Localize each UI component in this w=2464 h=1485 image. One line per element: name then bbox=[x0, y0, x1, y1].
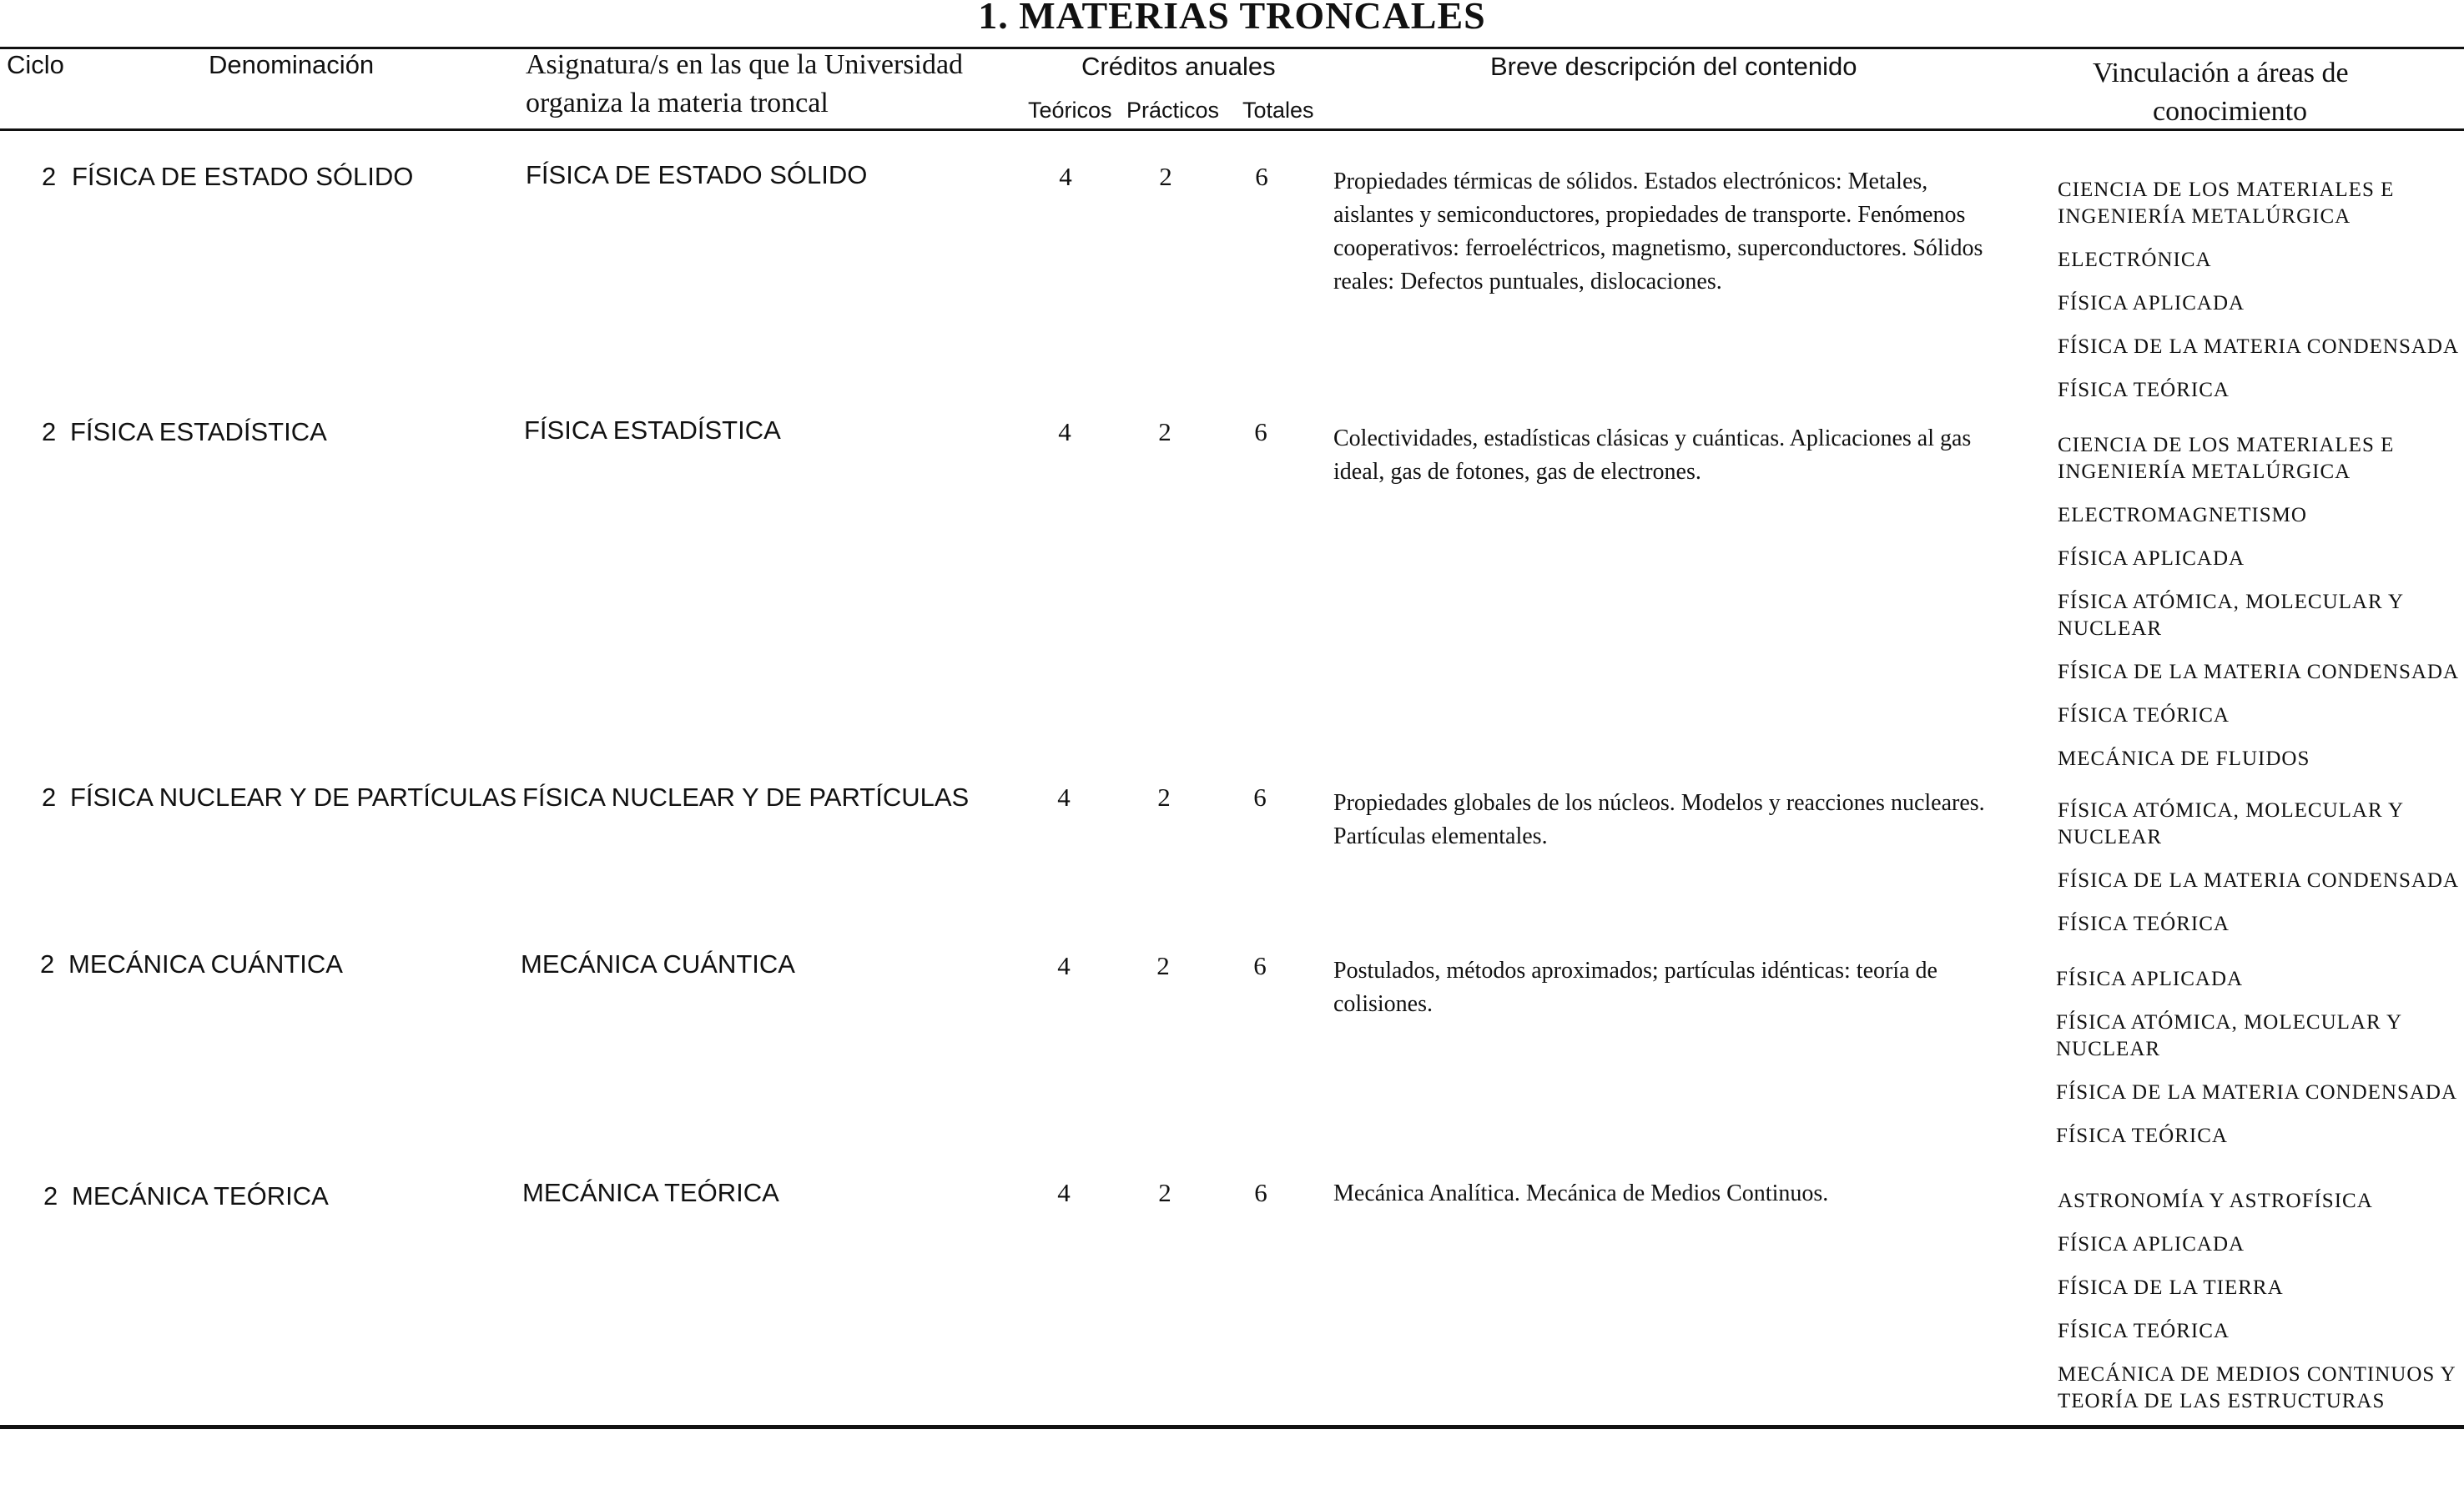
header-ciclo: Ciclo bbox=[7, 50, 64, 79]
header-descripcion: Breve descripción del contenido bbox=[1490, 52, 1857, 81]
row-areas bbox=[2058, 798, 2464, 954]
header-denominacion: Denominación bbox=[209, 50, 375, 79]
row-practicos: 2 bbox=[1156, 951, 1170, 980]
row-totales: 6 bbox=[1254, 1178, 1267, 1207]
row-teoricos: 4 bbox=[1059, 162, 1072, 191]
area-item: FÍSICA APLICADA bbox=[2058, 292, 2245, 315]
row-practicos: 2 bbox=[1157, 783, 1171, 812]
row-asignatura: FÍSICA DE ESTADO SÓLIDO bbox=[526, 160, 868, 189]
area-item: FÍSICA DE LA MATERIA CONDENSADA bbox=[2056, 1081, 2458, 1104]
area-item: FÍSICA APLICADA bbox=[2056, 968, 2244, 990]
area-item: FÍSICA APLICADA bbox=[2058, 1233, 2245, 1256]
header-asignatura-line2: organiza la materia troncal bbox=[526, 88, 829, 118]
row-ciclo: 2 bbox=[42, 783, 57, 812]
row-totales: 6 bbox=[1253, 951, 1267, 980]
row-descripcion: Propiedades globales de los núcleos. Modelos y reacciones nucleares. Partículas elementales. bbox=[1333, 790, 1985, 849]
area-item: CIENCIA DE LOS MATERIALES E INGENIERÍA METALÚRGICA bbox=[2058, 179, 2395, 228]
row-teoricos: 4 bbox=[1057, 951, 1071, 980]
row-denominacion: MECÁNICA CUÁNTICA bbox=[68, 949, 343, 979]
area-item: FÍSICA TEÓRICA bbox=[2058, 1320, 2230, 1342]
row-descripcion: Postulados, métodos aproximados; partículas idénticas: teoría de colisiones. bbox=[1333, 958, 1937, 1017]
row-practicos: 2 bbox=[1158, 417, 1172, 446]
row-asignatura: FÍSICA NUCLEAR Y DE PARTÍCULAS bbox=[522, 783, 970, 812]
row-areas bbox=[2058, 432, 2464, 789]
header-vinculacion-line2: conocimiento bbox=[2153, 96, 2308, 127]
row-totales: 6 bbox=[1254, 417, 1267, 446]
row-ciclo: 2 bbox=[40, 949, 55, 979]
area-item: MECÁNICA DE FLUIDOS bbox=[2058, 748, 2310, 770]
area-item: ELECTRÓNICA bbox=[2058, 249, 2212, 271]
row-teoricos: 4 bbox=[1057, 1178, 1071, 1207]
area-item: FÍSICA DE LA MATERIA CONDENSADA bbox=[2058, 661, 2460, 683]
row-teoricos: 4 bbox=[1057, 783, 1071, 812]
area-item: CIENCIA DE LOS MATERIALES E INGENIERÍA METALÚRGICA bbox=[2058, 434, 2395, 483]
row-asignatura: MECÁNICA TEÓRICA bbox=[522, 1178, 779, 1207]
area-item: FÍSICA ATÓMICA, MOLECULAR Y NUCLEAR bbox=[2058, 799, 2404, 848]
row-areas bbox=[2058, 177, 2464, 420]
header-asignatura-line1: Asignatura/s en las que la Universidad bbox=[526, 49, 964, 80]
area-item: FÍSICA TEÓRICA bbox=[2056, 1125, 2228, 1147]
row-asignatura: MECÁNICA CUÁNTICA bbox=[521, 949, 795, 979]
area-item: FÍSICA APLICADA bbox=[2058, 547, 2245, 570]
row-denominacion: FÍSICA NUCLEAR Y DE PARTÍCULAS bbox=[70, 783, 517, 812]
row-denominacion: FÍSICA ESTADÍSTICA bbox=[70, 417, 327, 446]
area-item: ASTRONOMÍA Y ASTROFÍSICA bbox=[2058, 1190, 2373, 1212]
row-areas bbox=[2056, 966, 2464, 1166]
row-descripcion: Mecánica Analítica. Mecánica de Medios Continuos. bbox=[1333, 1180, 1829, 1206]
area-item: FÍSICA TEÓRICA bbox=[2058, 379, 2230, 401]
row-asignatura: FÍSICA ESTADÍSTICA bbox=[524, 415, 781, 445]
row-ciclo: 2 bbox=[43, 1181, 58, 1211]
header-vinculacion-line1: Vinculación a áreas de bbox=[2093, 58, 2349, 88]
page-title: 1. MATERIAS TRONCALES bbox=[978, 0, 1486, 37]
header-totales: Totales bbox=[1242, 98, 1314, 123]
row-totales: 6 bbox=[1253, 783, 1267, 812]
row-denominacion: FÍSICA DE ESTADO SÓLIDO bbox=[72, 162, 414, 191]
row-practicos: 2 bbox=[1158, 1178, 1172, 1207]
area-item: FÍSICA ATÓMICA, MOLECULAR Y NUCLEAR bbox=[2056, 1011, 2402, 1060]
row-practicos: 2 bbox=[1159, 162, 1172, 191]
area-item: FÍSICA DE LA MATERIA CONDENSADA bbox=[2058, 335, 2460, 358]
header-bottom-rule bbox=[0, 128, 2464, 131]
row-descripcion: Colectividades, estadísticas clásicas y cuánticas. Aplicaciones al gas ideal, gas de fotones, gas de electrones. bbox=[1333, 425, 1972, 485]
row-areas bbox=[2058, 1188, 2464, 1432]
area-item: FÍSICA DE LA MATERIA CONDENSADA bbox=[2058, 869, 2460, 892]
area-item: FÍSICA DE LA TIERRA bbox=[2058, 1276, 2284, 1299]
row-totales: 6 bbox=[1255, 162, 1268, 191]
area-item: ELECTROMAGNETISMO bbox=[2058, 504, 2307, 526]
area-item: FÍSICA TEÓRICA bbox=[2058, 913, 2230, 935]
row-teoricos: 4 bbox=[1058, 417, 1071, 446]
header-practicos: Prácticos bbox=[1126, 98, 1220, 123]
area-item: MECÁNICA DE MEDIOS CONTINUOS Y TEORÍA DE LAS ESTRUCTURAS bbox=[2058, 1363, 2456, 1412]
row-ciclo: 2 bbox=[42, 162, 57, 191]
area-item: FÍSICA ATÓMICA, MOLECULAR Y NUCLEAR bbox=[2058, 591, 2404, 640]
row-ciclo: 2 bbox=[42, 417, 57, 446]
row-denominacion: MECÁNICA TEÓRICA bbox=[72, 1181, 329, 1211]
row-descripcion: Propiedades térmicas de sólidos. Estados electrónicos: Metales, aislantes y semiconductores, propiedades de transporte. Fenómenos cooperativos: ferroeléctricos, magnetismo, superconductores. Sólidos reales: Defectos puntuales, dislocaciones. bbox=[1333, 169, 1983, 294]
area-item: FÍSICA TEÓRICA bbox=[2058, 704, 2230, 727]
header-teoricos: Teóricos bbox=[1028, 98, 1112, 123]
header-creditos: Créditos anuales bbox=[1081, 52, 1276, 81]
